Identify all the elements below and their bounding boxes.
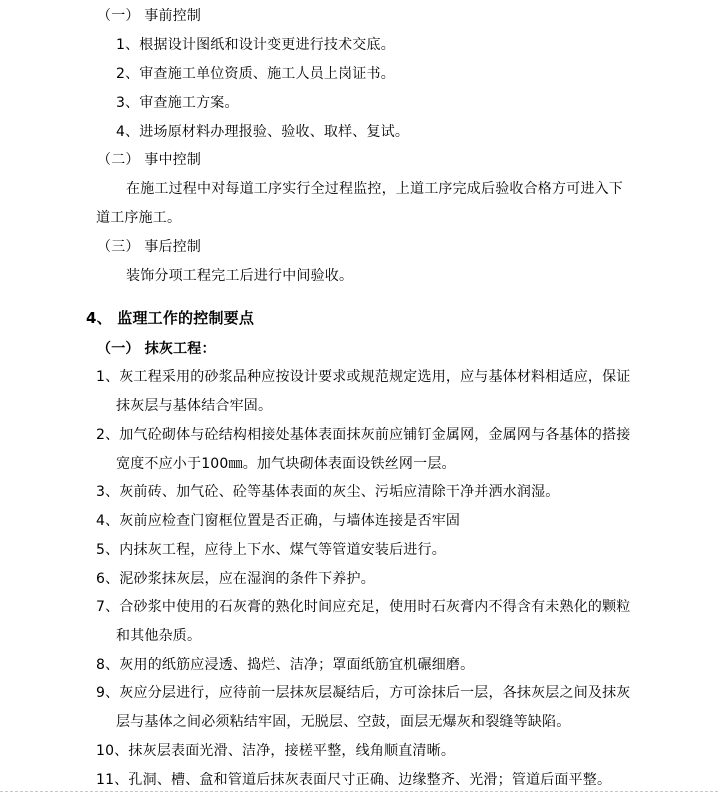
paragraph-line: 道工序施工。: [96, 210, 182, 226]
paragraph-line: 装饰分项工程完工后进行中间验收。: [126, 268, 354, 284]
list-item: 3、灰前砖、加气砼、砼等基体表面的灰尘、污垢应清除干净并洒水润湿。: [96, 484, 560, 500]
list-item: 10、抹灰层表面光滑、洁净，接槎平整，线角顺直清晰。: [96, 743, 456, 759]
paragraph-line: 在施工过程中对每道工序实行全过程监控，上道工序完成后验收合格方可进入下: [126, 181, 623, 197]
sub-heading-plastering: （一） 抹灰工程：: [97, 341, 216, 357]
list-item: 1、灰工程采用的砂浆品种应按设计要求或规范规定选用，应与基体材料相适应，保证: [96, 369, 631, 385]
heading-pre-control: （一） 事前控制: [97, 8, 202, 24]
heading-post-control: （三） 事后控制: [97, 239, 202, 255]
list-item-continuation: 和其他杂质。: [116, 628, 202, 644]
list-item: 4、灰前应检查门窗框位置是否正确，与墙体连接是否牢固: [96, 513, 461, 529]
list-item: 8、灰用的纸筋应浸透、捣烂、洁净；罩面纸筋宜机碾细磨。: [96, 657, 475, 673]
list-item-continuation: 宽度不应小于100㎜。加气块砌体表面设铁丝网一层。: [116, 456, 456, 472]
list-item: 2、审查施工单位资质、施工人员上岗证书。: [116, 66, 395, 82]
list-item: 5、内抹灰工程，应待上下水、煤气等管道安装后进行。: [96, 542, 446, 558]
heading-mid-control: （二） 事中控制: [97, 152, 202, 168]
list-item: 11、孔洞、槽、盒和管道后抹灰表面尺寸正确、边缘整齐、光滑；管道后面平整。: [96, 772, 612, 788]
page-break-divider: [0, 791, 718, 792]
list-item: 4、进场原材料办理报验、验收、取样、复试。: [116, 124, 410, 140]
list-item-continuation: 抹灰层与基体结合牢固。: [116, 398, 273, 414]
section-heading: 4、 监理工作的控制要点: [86, 309, 255, 327]
list-item-continuation: 层与基体之间必须粘结牢固，无脱层、空鼓，面层无爆灰和裂缝等缺陷。: [116, 714, 571, 730]
list-item: 6、泥砂浆抹灰层，应在湿润的条件下养护。: [96, 571, 375, 587]
list-item: 1、根据设计图纸和设计变更进行技术交底。: [116, 37, 395, 53]
list-item: 3、审查施工方案。: [116, 95, 239, 111]
list-item: 2、加气砼砌体与砼结构相接处基体表面抹灰前应铺钉金属网，金属网与各基体的搭接: [96, 427, 631, 443]
list-item: 7、合砂浆中使用的石灰膏的熟化时间应充足，使用时石灰膏内不得含有未熟化的颗粒: [96, 599, 631, 615]
list-item: 9、灰应分层进行，应待前一层抹灰层凝结后，方可涂抹后一层，各抹灰层之间及抹灰: [96, 685, 631, 701]
